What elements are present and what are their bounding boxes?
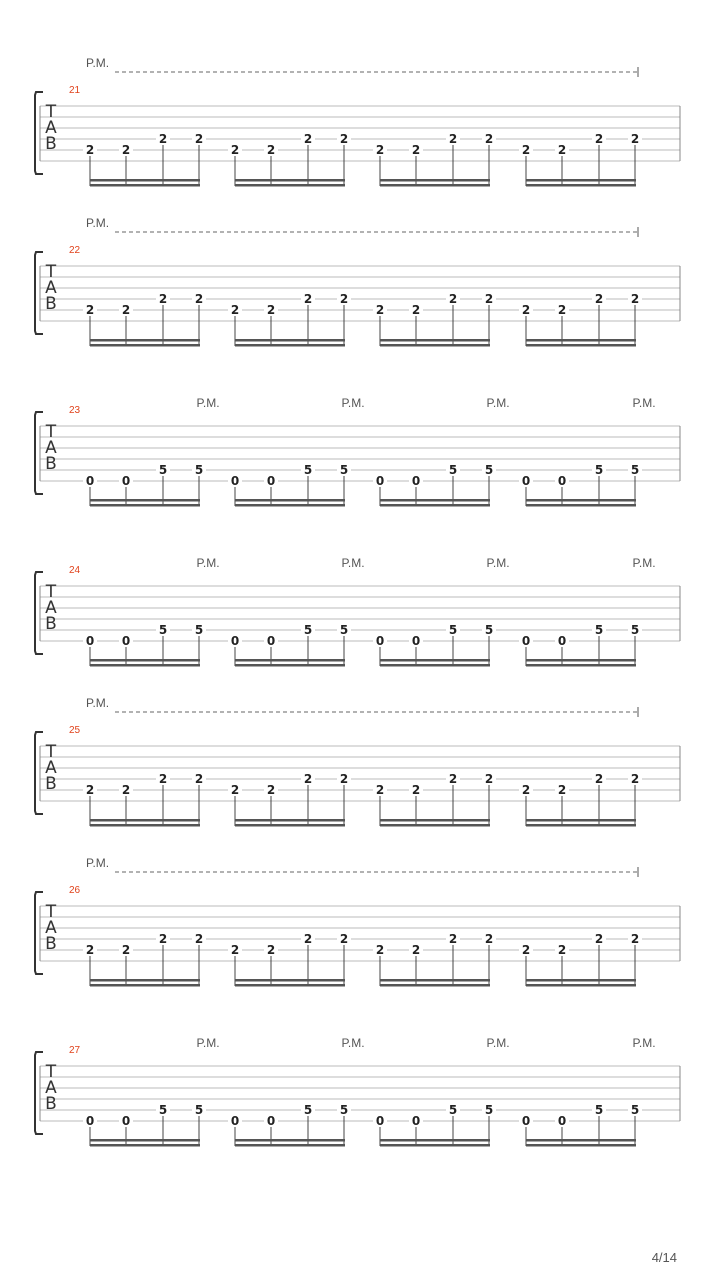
fret-number: 2 <box>194 932 204 946</box>
fret-number: 2 <box>303 932 313 946</box>
beam-secondary <box>526 664 636 667</box>
fret-number: 2 <box>630 932 640 946</box>
fret-number: 5 <box>303 623 313 637</box>
fret-number: 5 <box>630 1103 640 1117</box>
bar-number: 21 <box>69 85 81 96</box>
system-bracket <box>35 572 43 654</box>
fret-number: 2 <box>194 292 204 306</box>
fret-number: 5 <box>339 463 349 477</box>
bar-number: 27 <box>69 1045 81 1056</box>
beam-secondary <box>90 1144 200 1147</box>
fret-number: 0 <box>375 1114 385 1128</box>
fret-number: 0 <box>375 634 385 648</box>
fret-number: 5 <box>448 1103 458 1117</box>
beam-primary <box>526 819 636 822</box>
fret-number: 0 <box>85 634 95 648</box>
beam-primary <box>90 179 200 182</box>
tab-clef-letter: A <box>45 278 57 298</box>
fret-number: 0 <box>85 1114 95 1128</box>
fret-number: 2 <box>158 772 168 786</box>
fret-number: 2 <box>230 943 240 957</box>
beam-secondary <box>380 1144 490 1147</box>
tab-clef-letter: B <box>45 774 57 794</box>
fret-number: 5 <box>484 1103 494 1117</box>
beam-primary <box>526 979 636 982</box>
system-bracket <box>35 92 43 174</box>
beam-secondary <box>380 984 490 987</box>
fret-number: 2 <box>230 303 240 317</box>
fret-number: 2 <box>448 292 458 306</box>
fret-number: 0 <box>411 1114 421 1128</box>
tab-clef-letter: A <box>45 598 57 618</box>
fret-number: 0 <box>266 1114 276 1128</box>
beam-primary <box>235 179 345 182</box>
fret-number: 2 <box>557 943 567 957</box>
fret-number: 5 <box>303 463 313 477</box>
beam-primary <box>90 339 200 342</box>
fret-number: 2 <box>448 932 458 946</box>
fret-number: 0 <box>411 634 421 648</box>
beam-primary <box>526 179 636 182</box>
fret-number: 2 <box>121 143 131 157</box>
beam-primary <box>526 1139 636 1142</box>
palm-mute-label: P.M. <box>196 1036 220 1050</box>
palm-mute-label: P.M. <box>196 556 220 570</box>
fret-number: 2 <box>448 132 458 146</box>
fret-number: 2 <box>594 292 604 306</box>
fret-number: 2 <box>85 943 95 957</box>
tab-clef-letter: B <box>45 1094 57 1114</box>
tab-clef-letter: T <box>45 422 57 442</box>
beam-secondary <box>235 664 345 667</box>
palm-mute-label: P.M. <box>486 556 510 570</box>
beam-primary <box>235 659 345 662</box>
fret-number: 2 <box>630 132 640 146</box>
beam-secondary <box>235 1144 345 1147</box>
fret-number: 0 <box>521 1114 531 1128</box>
beam-secondary <box>235 824 345 827</box>
fret-number: 2 <box>339 132 349 146</box>
fret-number: 5 <box>339 623 349 637</box>
fret-number: 2 <box>85 783 95 797</box>
fret-number: 2 <box>594 132 604 146</box>
tab-clef-letter: B <box>45 294 57 314</box>
fret-number: 0 <box>521 474 531 488</box>
fret-number: 2 <box>557 143 567 157</box>
fret-number: 5 <box>484 463 494 477</box>
beam-primary <box>526 339 636 342</box>
tab-system <box>35 556 680 667</box>
palm-mute-label: P.M. <box>86 856 110 870</box>
fret-number: 2 <box>158 292 168 306</box>
beam-primary <box>380 819 490 822</box>
beam-secondary <box>235 504 345 507</box>
fret-number: 2 <box>266 943 276 957</box>
fret-number: 5 <box>594 463 604 477</box>
beam-secondary <box>526 824 636 827</box>
fret-number: 2 <box>521 303 531 317</box>
fret-number: 2 <box>303 292 313 306</box>
tab-system <box>35 1036 680 1147</box>
fret-number: 2 <box>266 143 276 157</box>
system-bracket <box>35 892 43 974</box>
page-number: 4/14 <box>651 1250 677 1265</box>
fret-number: 2 <box>266 303 276 317</box>
fret-number: 0 <box>85 474 95 488</box>
fret-number: 5 <box>158 463 168 477</box>
fret-number: 0 <box>121 634 131 648</box>
fret-number: 5 <box>484 623 494 637</box>
fret-number: 2 <box>194 132 204 146</box>
tab-clef-letter: B <box>45 134 57 154</box>
fret-number: 2 <box>411 143 421 157</box>
fret-number: 0 <box>557 634 567 648</box>
bar-number: 23 <box>69 405 81 416</box>
bar-number: 25 <box>69 725 81 736</box>
tab-clef-letter: T <box>45 102 57 122</box>
fret-number: 2 <box>230 783 240 797</box>
beam-secondary <box>90 504 200 507</box>
beam-primary <box>90 499 200 502</box>
fret-number: 5 <box>339 1103 349 1117</box>
fret-number: 0 <box>557 474 567 488</box>
beam-secondary <box>526 984 636 987</box>
fret-number: 5 <box>448 463 458 477</box>
fret-number: 0 <box>121 1114 131 1128</box>
bar-number: 22 <box>69 245 81 256</box>
fret-number: 2 <box>630 292 640 306</box>
palm-mute-label: P.M. <box>86 216 110 230</box>
beam-primary <box>235 499 345 502</box>
fret-number: 5 <box>158 1103 168 1117</box>
fret-number: 2 <box>339 772 349 786</box>
fret-number: 5 <box>630 623 640 637</box>
tab-clef-letter: A <box>45 118 57 138</box>
beam-primary <box>235 339 345 342</box>
fret-number: 2 <box>303 132 313 146</box>
tab-clef-letter: B <box>45 454 57 474</box>
tab-system <box>35 216 680 347</box>
tab-clef-letter: A <box>45 758 57 778</box>
beam-primary <box>90 1139 200 1142</box>
beam-primary <box>235 979 345 982</box>
palm-mute-label: P.M. <box>632 396 656 410</box>
tab-clef-letter: B <box>45 614 57 634</box>
system-bracket <box>35 732 43 814</box>
tab-clef-letter: T <box>45 262 57 282</box>
system-bracket <box>35 252 43 334</box>
beam-secondary <box>235 184 345 187</box>
beam-secondary <box>380 184 490 187</box>
beam-secondary <box>235 344 345 347</box>
fret-number: 2 <box>521 943 531 957</box>
fret-number: 5 <box>594 1103 604 1117</box>
beam-secondary <box>526 504 636 507</box>
fret-number: 2 <box>411 783 421 797</box>
palm-mute-label: P.M. <box>486 396 510 410</box>
beam-primary <box>90 979 200 982</box>
fret-number: 2 <box>121 303 131 317</box>
fret-number: 2 <box>448 772 458 786</box>
fret-number: 2 <box>557 783 567 797</box>
fret-number: 0 <box>557 1114 567 1128</box>
fret-number: 5 <box>594 623 604 637</box>
beam-primary <box>380 659 490 662</box>
tab-clef-letter: T <box>45 582 57 602</box>
beam-secondary <box>380 664 490 667</box>
fret-number: 2 <box>339 932 349 946</box>
tab-system <box>35 856 680 987</box>
beam-primary <box>380 179 490 182</box>
beam-secondary <box>235 984 345 987</box>
tab-clef-letter: T <box>45 742 57 762</box>
fret-number: 2 <box>303 772 313 786</box>
beam-primary <box>380 339 490 342</box>
fret-number: 2 <box>411 303 421 317</box>
fret-number: 2 <box>484 132 494 146</box>
bar-number: 24 <box>69 565 81 576</box>
fret-number: 2 <box>121 943 131 957</box>
palm-mute-label: P.M. <box>486 1036 510 1050</box>
beam-primary <box>526 659 636 662</box>
fret-number: 2 <box>266 783 276 797</box>
beam-secondary <box>526 184 636 187</box>
tab-clef-letter: T <box>45 1062 57 1082</box>
fret-number: 2 <box>484 772 494 786</box>
fret-number: 2 <box>158 132 168 146</box>
beam-secondary <box>90 344 200 347</box>
beam-primary <box>90 659 200 662</box>
tab-system <box>35 696 680 827</box>
fret-number: 0 <box>521 634 531 648</box>
palm-mute-label: P.M. <box>632 556 656 570</box>
beam-secondary <box>380 824 490 827</box>
fret-number: 5 <box>448 623 458 637</box>
beam-secondary <box>526 344 636 347</box>
tab-clef-letter: A <box>45 918 57 938</box>
fret-number: 0 <box>230 1114 240 1128</box>
fret-number: 2 <box>85 303 95 317</box>
tab-clef-letter: A <box>45 438 57 458</box>
fret-number: 2 <box>484 292 494 306</box>
palm-mute-label: P.M. <box>196 396 220 410</box>
beam-primary <box>90 819 200 822</box>
fret-number: 5 <box>194 463 204 477</box>
palm-mute-label: P.M. <box>632 1036 656 1050</box>
fret-number: 2 <box>85 143 95 157</box>
beam-secondary <box>90 824 200 827</box>
palm-mute-label: P.M. <box>341 396 365 410</box>
fret-number: 2 <box>557 303 567 317</box>
palm-mute-label: P.M. <box>341 1036 365 1050</box>
fret-number: 5 <box>630 463 640 477</box>
system-bracket <box>35 1052 43 1134</box>
beam-secondary <box>90 184 200 187</box>
fret-number: 2 <box>375 143 385 157</box>
fret-number: 5 <box>303 1103 313 1117</box>
beam-secondary <box>90 664 200 667</box>
fret-number: 2 <box>375 943 385 957</box>
beam-secondary <box>526 1144 636 1147</box>
fret-number: 2 <box>521 783 531 797</box>
fret-number: 2 <box>158 932 168 946</box>
system-bracket <box>35 412 43 494</box>
beam-secondary <box>380 504 490 507</box>
fret-number: 0 <box>266 474 276 488</box>
palm-mute-label: P.M. <box>341 556 365 570</box>
tab-system <box>35 396 680 507</box>
beam-secondary <box>90 984 200 987</box>
beam-primary <box>380 499 490 502</box>
tab-system <box>35 56 680 187</box>
fret-number: 2 <box>630 772 640 786</box>
tab-clef-letter: T <box>45 902 57 922</box>
fret-number: 0 <box>411 474 421 488</box>
fret-number: 2 <box>521 143 531 157</box>
tab-clef-letter: B <box>45 934 57 954</box>
fret-number: 0 <box>121 474 131 488</box>
fret-number: 2 <box>375 303 385 317</box>
beam-primary <box>380 1139 490 1142</box>
fret-number: 0 <box>230 634 240 648</box>
fret-number: 2 <box>121 783 131 797</box>
fret-number: 0 <box>375 474 385 488</box>
bar-number: 26 <box>69 885 81 896</box>
beam-primary <box>380 979 490 982</box>
fret-number: 2 <box>194 772 204 786</box>
beam-primary <box>526 499 636 502</box>
fret-number: 0 <box>230 474 240 488</box>
fret-number: 2 <box>375 783 385 797</box>
fret-number: 2 <box>230 143 240 157</box>
fret-number: 5 <box>194 1103 204 1117</box>
palm-mute-label: P.M. <box>86 56 110 70</box>
fret-number: 5 <box>158 623 168 637</box>
fret-number: 2 <box>594 932 604 946</box>
beam-secondary <box>380 344 490 347</box>
tab-clef-letter: A <box>45 1078 57 1098</box>
beam-primary <box>235 1139 345 1142</box>
fret-number: 2 <box>594 772 604 786</box>
fret-number: 2 <box>484 932 494 946</box>
palm-mute-label: P.M. <box>86 696 110 710</box>
fret-number: 0 <box>266 634 276 648</box>
beam-primary <box>235 819 345 822</box>
fret-number: 2 <box>339 292 349 306</box>
fret-number: 2 <box>411 943 421 957</box>
fret-number: 5 <box>194 623 204 637</box>
